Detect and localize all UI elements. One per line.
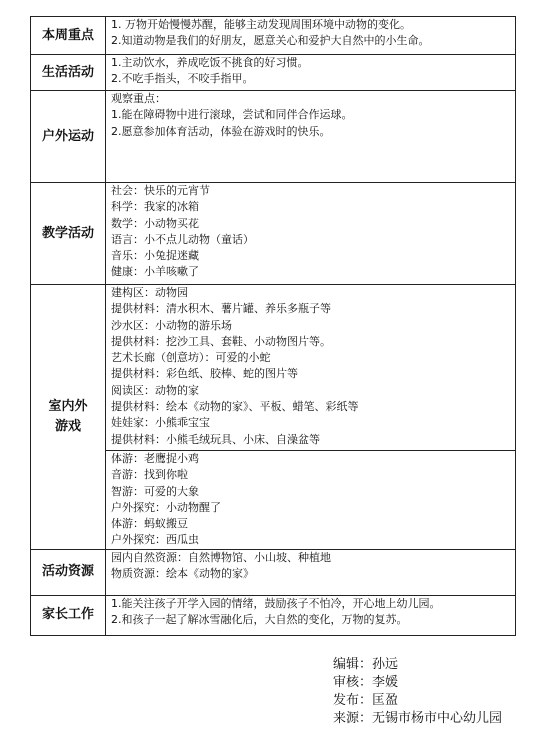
- row-header: [31, 285, 106, 550]
- content-line: 1.主动饮水，养成吃饭不挑食的好习惯。: [111, 56, 309, 69]
- row-content: [106, 91, 516, 183]
- content-line: 阅读区：动物的家: [111, 383, 199, 397]
- row-weekly-focus: [31, 17, 516, 55]
- content-line: 物质资源：绘本《动物的家》: [111, 567, 254, 581]
- content-line: 园内自然资源：自然博物馆、小山坡、种植地: [111, 550, 331, 564]
- content-line: 2.知道动物是我们的好朋友，愿意关心和爱护大自然中的小生命。: [111, 34, 430, 48]
- content-line: 沙水区：小动物的游乐场: [111, 318, 232, 332]
- row-header: 本周重点: [31, 17, 106, 55]
- content-line: 2.愿意参加体育活动，体验在游戏时的快乐。: [111, 124, 331, 138]
- credits-block: [333, 656, 502, 728]
- credit-reviewer: 审核：李媛: [333, 675, 399, 690]
- content-line: 智游：可爱的大象: [111, 484, 199, 498]
- row-teaching-activities: [31, 183, 516, 285]
- content-line: 建构区：动物园: [111, 286, 188, 299]
- row-header-line: 室内外: [48, 398, 88, 414]
- row-header-line: 游戏: [54, 418, 81, 434]
- content-line: 户外探究：西瓜虫: [111, 533, 199, 547]
- row-header: 活动资源: [31, 549, 106, 595]
- content-line: 2.不吃手指头，不咬手指甲。: [111, 72, 254, 86]
- credit-editor: 编辑：孙远: [333, 657, 399, 672]
- content-line: 健康：小羊咳嗽了: [111, 265, 199, 279]
- content-line: 提供材料：小熊毛绒玩具、小床、自澡盆等: [111, 432, 320, 446]
- content-line: 提供材料：绘本《动物的家》、平板、蜡笔、彩纸等: [111, 400, 359, 414]
- row-content: [106, 285, 516, 550]
- row-parent-work: [31, 595, 516, 635]
- row-content: [106, 17, 516, 55]
- content-line: 语言：小不点儿动物（童话）: [111, 232, 254, 246]
- content-line: 体游：蚂蚁搬豆: [111, 517, 188, 531]
- content-line: 音乐：小兔捉迷藏: [111, 249, 199, 263]
- content-line: 户外探究：小动物醒了: [111, 500, 221, 514]
- row-header: 教学活动: [31, 183, 106, 285]
- row-activity-resources: [31, 549, 516, 595]
- row-header: 户外运动: [31, 91, 106, 183]
- row-content: [106, 595, 516, 635]
- games-subsection: [106, 450, 515, 549]
- row-content: [106, 183, 516, 285]
- content-line: 音游：找到你啦: [111, 468, 188, 482]
- credit-publisher: 发布：匡盈: [333, 693, 399, 708]
- content-line: 2.和孩子一起了解冰雪融化后，大自然的变化，万物的复苏。: [111, 613, 408, 627]
- content-line: 提供材料：彩色纸、胶棒、蛇的图片等: [111, 367, 298, 381]
- content-line: 娃娃家：小熊乖宝宝: [111, 416, 210, 430]
- row-daily-life: [31, 55, 516, 91]
- content-line: 科学：我家的冰箱: [111, 200, 199, 214]
- row-header: 生活活动: [31, 55, 106, 91]
- content-line: 1.能关注孩子开学入园的情绪，鼓励孩子不怕冷，开心地上幼儿园。: [111, 596, 441, 610]
- content-line: 提供材料：清水积木、薯片罐、养乐多瓶子等: [111, 302, 331, 316]
- row-header: 家长工作: [31, 595, 106, 635]
- content-line: 观察重点：: [111, 92, 166, 105]
- content-line: 数学：小动物买花: [111, 216, 199, 230]
- weekly-plan-table: [30, 16, 516, 636]
- row-content: [106, 55, 516, 91]
- content-line: 1. 万物开始慢慢苏醒，能够主动发现周围环境中动物的变化。: [111, 18, 411, 31]
- content-line: 1.能在障碍物中进行滚球，尝试和同伴合作运球。: [111, 108, 353, 122]
- content-line: 提供材料：挖沙工具、套鞋、小动物图片等。: [111, 334, 331, 348]
- content-line: 社会：快乐的元宵节: [111, 184, 210, 197]
- content-line: 艺术长廊（创意坊）：可爱的小蛇: [111, 351, 271, 365]
- credit-source: 来源：无锡市杨市中心幼儿园: [333, 711, 503, 726]
- row-indoor-outdoor-games: [31, 285, 516, 550]
- row-content: [106, 549, 516, 595]
- row-outdoor-sports: [31, 91, 516, 183]
- content-line: 体游：老鹰捉小鸡: [111, 451, 199, 465]
